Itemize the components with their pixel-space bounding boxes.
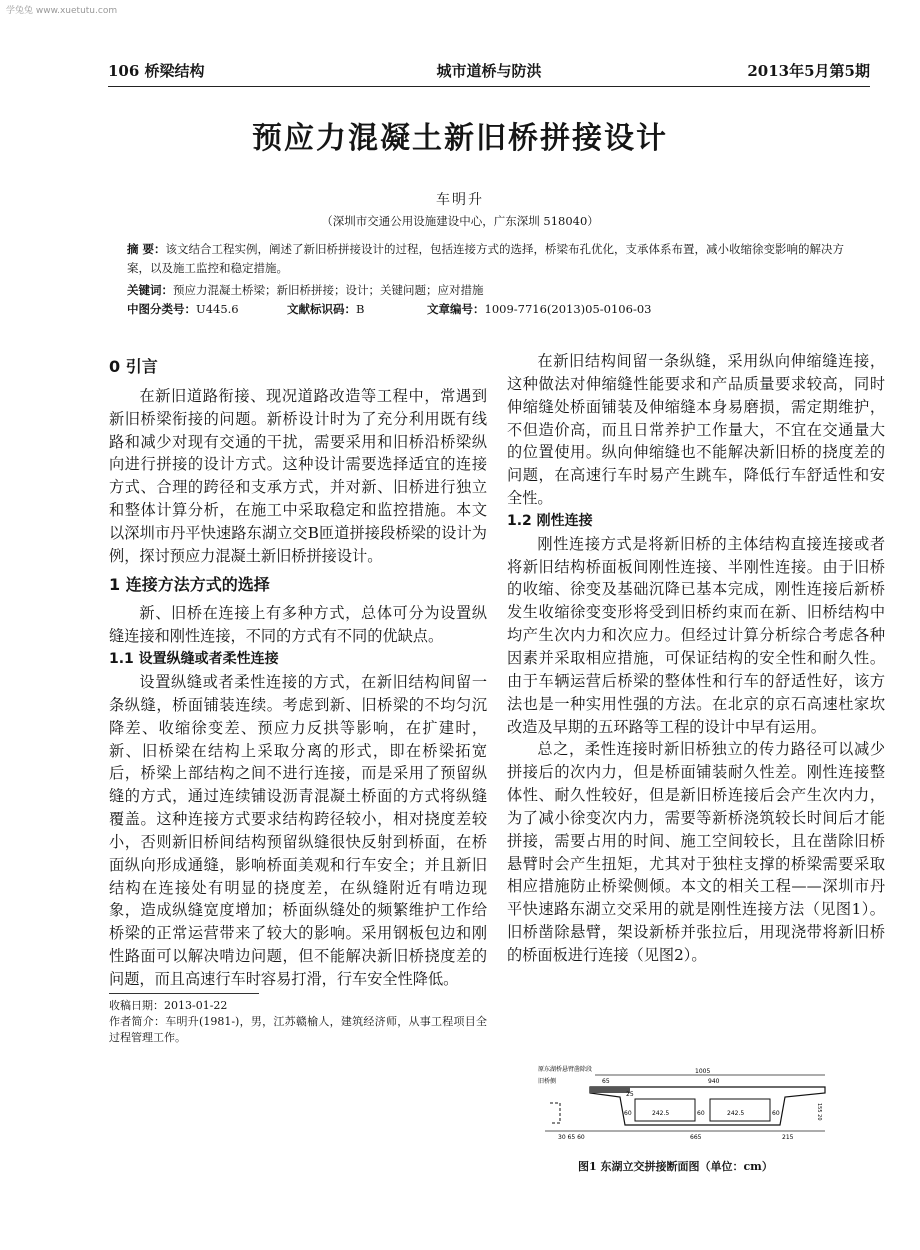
header-issue: 2013年5月第5期: [747, 62, 870, 80]
left-column: [109, 350, 487, 1046]
paragraph: 设置纵缝或者柔性连接的方式，在新旧结构间留一条纵缝，桥面铺装连续。考虑到新、旧桥梁的不均匀沉降差、收缩徐变差、预应力反拱等影响，在扩建时，新、旧桥梁在结构上采取分离的形式，即在桥梁拓宽后，桥梁上部结构之间不进行连接，而是采用了预留纵缝的方式，通过连续铺设沥青混凝土桥面的方式将纵缝覆盖。这种连接方式要求结构跨径较小，相对挠度差较小，否则新旧桥间结构预留纵缝很快反射到桥面，在桥面纵向形成通缝，影响桥面美观和行车安全；并且新旧结构在连接处有明显的挠度差，在纵缝附近有啃边现象，造成纵缝宽度增加；桥面纵缝处的频繁维护工作给桥梁的正常运营带来了较大的影响。采用钢板包边和刚性路面可以解决啃边问题，但不能解决新旧桥挠度差的问题，而且高速行车时容易打滑，行车安全性降低。: [109, 672, 487, 988]
dim-65: 65: [602, 1078, 610, 1085]
figure-label-top: 原东湖桥悬臂凿除段: [538, 1066, 593, 1073]
doc-value: B: [356, 302, 365, 316]
paragraph: 在新旧道路衔接、现况道路改造等工程中，常遇到新旧桥梁衔接的问题。新桥设计时为了充分利用既有线路和减少对现有交通的干扰，需要采用和旧桥沿桥梁纵向进行拼接的设计方式。这种设计需要选择适宜的连接方式、合理的跨径和支承方式，并对新、旧桥进行独立和整体计算分析，在施工中采取稳定和监控措施。本文以深圳市丹平快速路东湖立交B匝道拼接段桥梁的设计为例，探讨预应力混凝土新旧桥拼接设计。: [109, 386, 487, 565]
footnote-rule: [109, 993, 259, 994]
figure-caption: 图1 东湖立交拼接断面图（单位：cm）: [578, 1160, 773, 1173]
right-column: [507, 350, 885, 967]
header-page-section: 106 桥梁结构: [108, 62, 205, 80]
abstract: [127, 240, 865, 278]
dim-665: 665: [690, 1134, 702, 1141]
dim-215: 215: [782, 1134, 794, 1141]
section-1-1-heading: 1.1 设置纵缝或者柔性连接: [109, 651, 279, 668]
article-no-label: 文章编号：: [427, 302, 485, 316]
dim-bottom-left: 30 65 60: [558, 1134, 585, 1141]
author-bio: 作者简介：车明升(1981-)，男，江苏赣榆人，建筑经济师，从事工程项目全过程管理工作。: [109, 1014, 487, 1044]
author: 车明升: [436, 192, 484, 208]
running-header: [108, 60, 870, 84]
paragraph: 在新旧结构间留一条纵缝，采用纵向伸缩缝连接，这种做法对伸缩缝性能要求和产品质量要求较高，同时伸缩缝处桥面铺装及伸缩缝本身易磨损，需定期维护，不但造价高，而且日常养护工作量大，不宜在交通量大的位置使用。纵向伸缩缝也不能解决新旧桥的挠度差的问题，在高速行车时易产生跳车，降低行车舒适性和安全性。: [507, 352, 885, 508]
header-journal: 城市道桥与防洪: [436, 62, 542, 80]
article-no-value: 1009-7716(2013)05-0106-03: [484, 302, 652, 316]
keywords-text: 预应力混凝土桥梁；新旧桥拼接；设计；关键问题；应对措施: [173, 283, 484, 297]
abstract-text: 该文结合工程实例，阐述了新旧桥拼接设计的过程，包括连接方式的选择，桥梁布孔优化，支承体系布置，减小收缩徐变影响的解决方案，以及施工监控和稳定措施。: [127, 242, 845, 275]
old-bridge-outline: [550, 1103, 560, 1123]
dim-25: 25: [626, 1091, 634, 1098]
dim-side: 155 20: [816, 1103, 822, 1121]
section-0-heading: 0 引言: [109, 357, 158, 376]
classification: [127, 300, 865, 319]
section-1-heading: 1 连接方法方式的选择: [109, 574, 270, 594]
dim-60b: 60: [697, 1110, 705, 1117]
dim-242-5b: 242.5: [727, 1110, 745, 1117]
dim-940: 940: [708, 1078, 720, 1085]
doc-label: 文献标识码：: [287, 302, 356, 316]
paragraph: 刚性连接方式是将新旧桥的主体结构直接连接或者将新旧结构桥面板间刚性连接、半刚性连接。由于旧桥的收缩、徐变及基础沉降已基本完成，刚性连接后新桥发生收缩徐变变形将受到旧桥约束而在新、旧桥结构中均产生次内力和次应力。但经过计算分析综合考虑各种因素并采取相应措施，可保证结构的安全性和耐久性。由于车辆运营后桥梁的整体性和行车的舒适性好，该方法也是一种实用性强的方法。在北京的京石高速杜家坎改造及早期的五环路等工程的设计中早有运用。: [507, 534, 885, 736]
affiliation: （深圳市交通公用设施建设中心，广东深圳 518040）: [321, 214, 599, 228]
clc-value: U445.6: [196, 302, 239, 316]
section-1-2-heading: 1.2 刚性连接: [507, 512, 593, 529]
dim-1005: 1005: [695, 1068, 711, 1075]
dim-242-5a: 242.5: [652, 1110, 670, 1117]
watermark: 学兔兔 www.xuetutu.com: [6, 6, 118, 16]
cast-joint: [590, 1087, 630, 1093]
cross-section-figure: [530, 1063, 830, 1143]
dim-60a: 60: [624, 1110, 632, 1117]
clc-label: 中图分类号：: [127, 302, 196, 316]
header-rule: [108, 86, 870, 87]
paragraph: 新、旧桥在连接上有多种方式，总体可分为设置纵缝连接和刚性连接，不同的方式有不同的优缺点。: [109, 604, 487, 646]
dim-60c: 60: [772, 1110, 780, 1117]
paragraph: 总之，柔性连接时新旧桥独立的传力路径可以减少拼接后的次内力，但是桥面铺装耐久性差。刚性连接整体性、耐久性较好，但是新旧桥连接后会产生次内力，为了减小徐变次内力，需要等新桥浇筑较长时间后才能拼接，需要占用的时间、施工空间较长，且在凿除旧桥悬臂时会产生扭矩，尤其对于独柱支撑的桥梁需要采取相应措施防止桥梁侧倾。本文的相关工程——深圳市丹平快速路东湖立交采用的就是刚性连接方法（见图1）。旧桥凿除悬臂，架设新桥并张拉后，用现浇带将新旧桥的桥面板进行连接（见图2）。: [507, 740, 885, 964]
article-title: 预应力混凝土新旧桥拼接设计: [252, 121, 668, 156]
received-date: 收稿日期：2013-01-22: [109, 998, 228, 1012]
figure-label-old: 旧桥侧: [538, 1078, 557, 1085]
keywords: [127, 281, 865, 300]
keywords-label: 关键词：: [127, 283, 173, 297]
abstract-label: 摘 要：: [127, 242, 166, 256]
